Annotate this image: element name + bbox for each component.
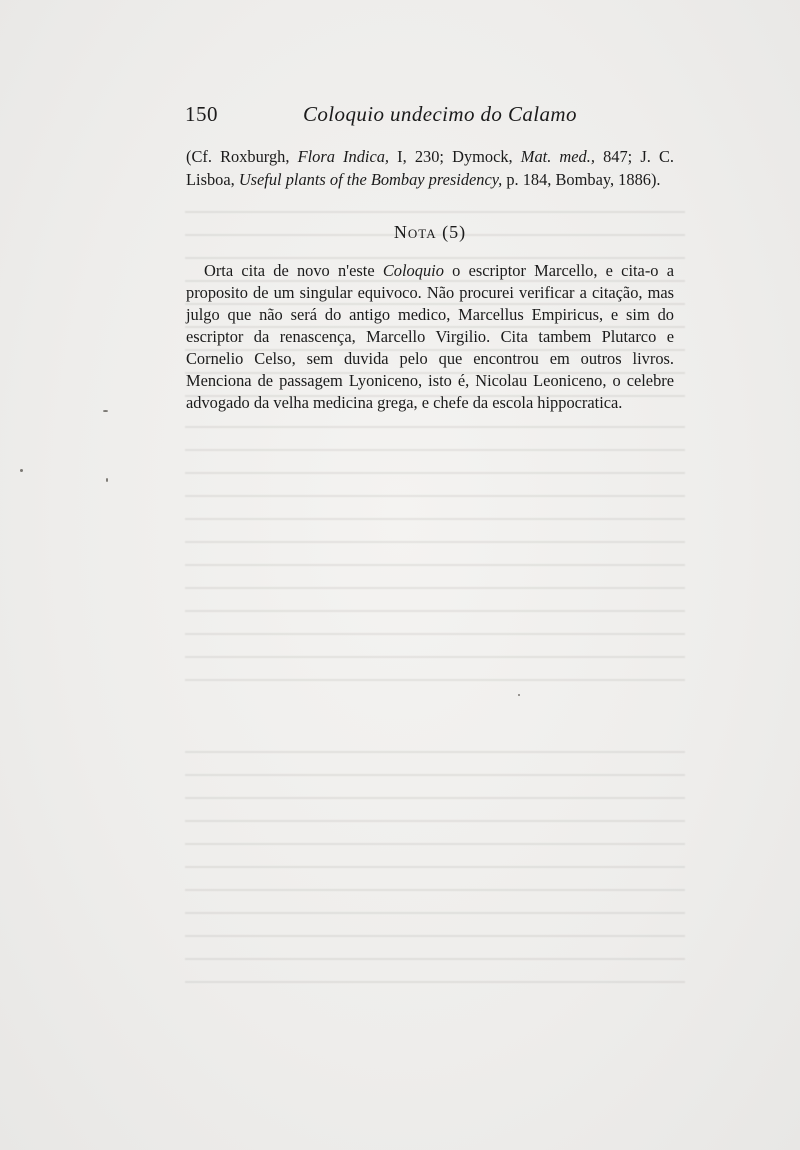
note-body [186,260,674,414]
citation-text: 847; J. C. Lisboa, [186,147,674,189]
note-text: o escriptor Marcello, e cita-o a proposito de um singular equivoco. Não procurei verificar a citação, mas julgo que não será do antigo medico, Marcellus Empiricus, e sim do escriptor da renascença, Marcello Virgilio. Cita tambem Plutarco e Cornelio Celso, sem duvida pelo que encontrou em outros livros. Menciona de passagem Lyoniceno, isto é, Nicolau Leoniceno, o celebre advogado da velha medicina grega, e chefe da escola hippocratica. [186,261,675,412]
citation-text: p. 184, Bombay, 1886). [502,170,661,189]
note-italic-term: Coloquio [382,261,444,280]
citation-work-title: Useful plants of the Bombay presidency, [238,170,503,189]
paper-speck [103,410,108,412]
paper-speck [20,469,23,472]
bleed-through-text [185,740,685,1000]
bleed-through-text [185,415,685,695]
section-heading-number: (5) [442,222,467,242]
paper-speck [106,478,108,482]
citation-paragraph [186,145,674,191]
citation-work-title: Mat. med., [520,147,595,166]
paper-speck [518,694,520,696]
section-heading-label: Nota [393,222,437,242]
running-header [185,102,675,130]
section-heading [186,222,674,243]
citation-work-title: Flora Indica, [297,147,390,166]
note-text: Orta cita de novo n'este [204,261,383,280]
page-number: 150 [185,102,218,126]
running-title: Coloquio undecimo do Calamo [303,102,577,126]
citation-text: I, 230; Dymock, [389,147,521,166]
citation-text: (Cf. Roxburgh, [186,147,298,166]
